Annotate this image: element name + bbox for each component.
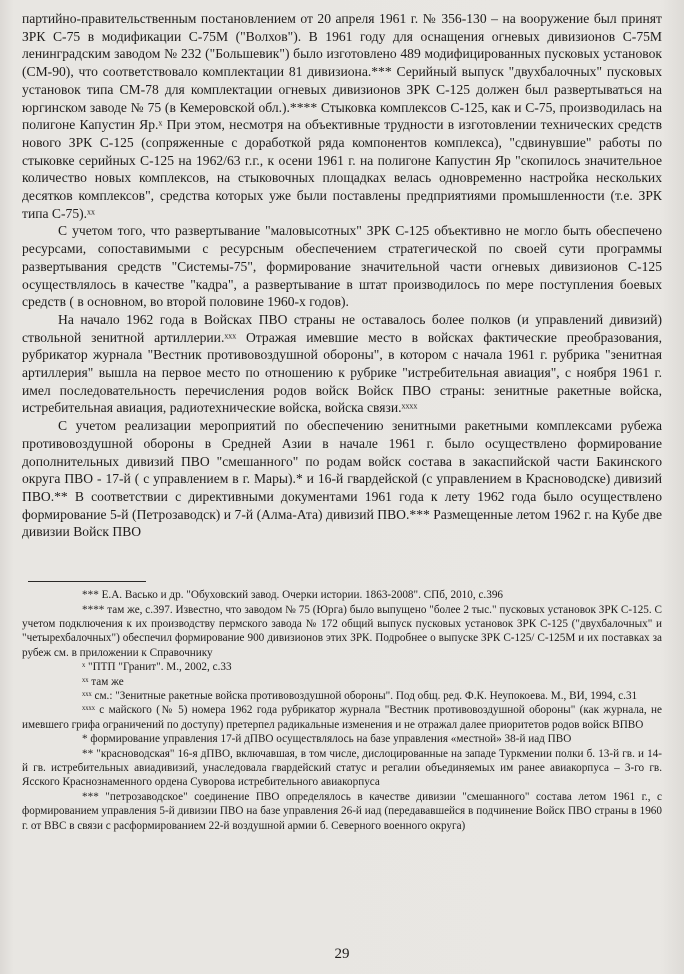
footnote-5: ˣˣˣ см.: "Зенитные ракетные войска противовоздушной обороны". Под общ. ред. Ф.К. Неупокоева. М., ВИ, 1994, с.31 <box>82 689 638 702</box>
footnote-8: ** "красноводская" 16-я дПВО, включавшая, в том числе, дислоцированные на западе Туркмении полки б. 13-й гв. и 14-й гв. истребительных авиадивизий, унаследовала гвардейский статус и регалии объединяемых им ранее авиакорпуса – 3-го гв. Ясского Краснознаменного ордена Суворова истребительного авиакорпуса <box>22 747 662 789</box>
footnote-4: ˣˣ там же <box>82 675 124 688</box>
page-number: 29 <box>334 946 350 962</box>
footnotes <box>22 588 662 833</box>
footnote-9: *** "петрозаводское" соединение ПВО определялось в качестве дивизии "смешанного" состава летом 1961 г., с формированием управления 5-й дивизии ПВО на базе управления 26-й иад (передававшейся в подчинение Войск ПВО страны в 1960 г. от ВВС в связи с расформированием 22-й воздушной армии б. Северного военного округа) <box>22 790 662 832</box>
footnote-1: *** Е.А. Васько и др. "Обуховский завод. Очерки истории. 1863-2008". СПб, 2010, с.396 <box>82 589 504 602</box>
body-paragraph-3: На начало 1962 года в Войсках ПВО страны не оставалось более полков (и управлений дивизий) ствольной зенитной артиллерии.ˣˣˣ Отражая имевшие место в войсках фактические преобразования, рубрикатор журнала "Вестник противовоздушной обороны", в котором с начала 1961 г. рубрика "зенитная артиллерия" вышла на первое место по отношению к рубрике "истребительная авиация", с ноября 1961 г. имел последовательность перечисления родов войск Войск ПВО страны: зенитные ракетные войска, истребительная авиация, радиотехнические войска, войска связи.ˣˣˣˣ <box>22 311 662 416</box>
footnote-7: * формирование управления 17-й дПВО осуществлялось на базе управления «местной» 38-й иад ПВО <box>82 733 572 746</box>
body-paragraph-4: С учетом реализации мероприятий по обеспечению зенитными ракетными комплексами рубежа противовоздушной обороны в Средней Азии в начале 1961 г. было осуществлено формирование дополнительных дивизий ПВО "смешанного" по родам войск состава в закаспийской части Бакинского округа ПВО - 17-й ( с управлением в г. Мары).* и 16-й гвардейской (с управлением в Красноводске) дивизий ПВО.** В соответствии с директивными документами 1961 года к лету 1962 года было осуществлено формирование 5-й (Петрозаводск) и 7-й (Алма-Ата) дивизий ПВО.*** Размещенные летом 1962 г. на Кубе две дивизии Войск ПВО <box>22 418 662 540</box>
body-paragraph-2: С учетом того, что развертывание "маловысотных" ЗРК С-125 объективно не могло быть обеспечено ресурсами, сопоставимыми с ресурсным обеспечением стратегической по своей сути программы развертывания средств "Системы-75", формирование значительной части огневых дивизионов С-125 осуществлялось в качестве "кадра", а развертывание в штат производилось по мере поступления боевых средств ( в основном, во второй половине 1960-х годов). <box>22 223 662 310</box>
footnote-2: **** там же, с.397. Известно, что заводом № 75 (Юрга) было выпущено "более 2 тыс." пусковых установок ЗРК С-125. С учетом подключения к их производству пермского завода № 172 общий выпуск пусковых установок ЗРК С-125 ("двухбалочных" и "четырехбалочных") обеспечил формирование 900 дивизионов этих ЗРК. Подробнее о выпуске ЗРК С-125/ С-125М и их поставках за рубеж см. в приложении к Справочнику <box>22 603 662 659</box>
footnote-separator <box>28 581 146 582</box>
body-paragraph-1: партийно-правительственным постановлением от 20 апреля 1961 г. № 356-130 – на вооружение был принят ЗРК С-75 в модификации С-75М ("Волхов"). В 1961 году для оснащения огневых дивизионов С-75М ленинградским заводом № 232 ("Большевик") было изготовлено 489 модифицированных пусковых установок (СМ-90), что соответствовало комплектации 81 дивизиона.*** Серийный выпуск "двухбалочных" пусковых установок типа СМ-78 для комплектации огневых дивизионов ЗРК С-125 должен был развертываться на юргинском заводе № 75 (в Кемеровской обл.).**** Стыковка комплексов С-125, как и С-75, производилась на полигоне Капустин Яр.ˣ При этом, несмотря на объективные трудности в изготовлении технических средств нового ЗРК С-125 (сопряженные с доработкой ряда компонентов комплекса), "сдвинувшие" работы по стыковке серийных С-125 на 1962/63 г.г., к осени 1961 г. на полигоне Капустин Яр "скопилось значительное количество новых комплексов, на стыковочных площадках велась одновременно настройка нескольких десятков комплексов", средства которых уже были поставлены предприятиями промышленности (т.е. ЗРК типа С-75).ˣˣ <box>22 11 662 221</box>
footnote-3: ˣ "ПТП "Гранит". М., 2002, с.33 <box>82 661 232 674</box>
footnote-6: ˣˣˣˣ с майского (№ 5) номера 1962 года рубрикатор журнала "Вестник противовоздушной обороны" (как журнала, не имевшего грифа ограничений по доступу) претерпел радикальные изменения и не отражал далее приоритетов родов войск ВПВО <box>22 704 662 731</box>
